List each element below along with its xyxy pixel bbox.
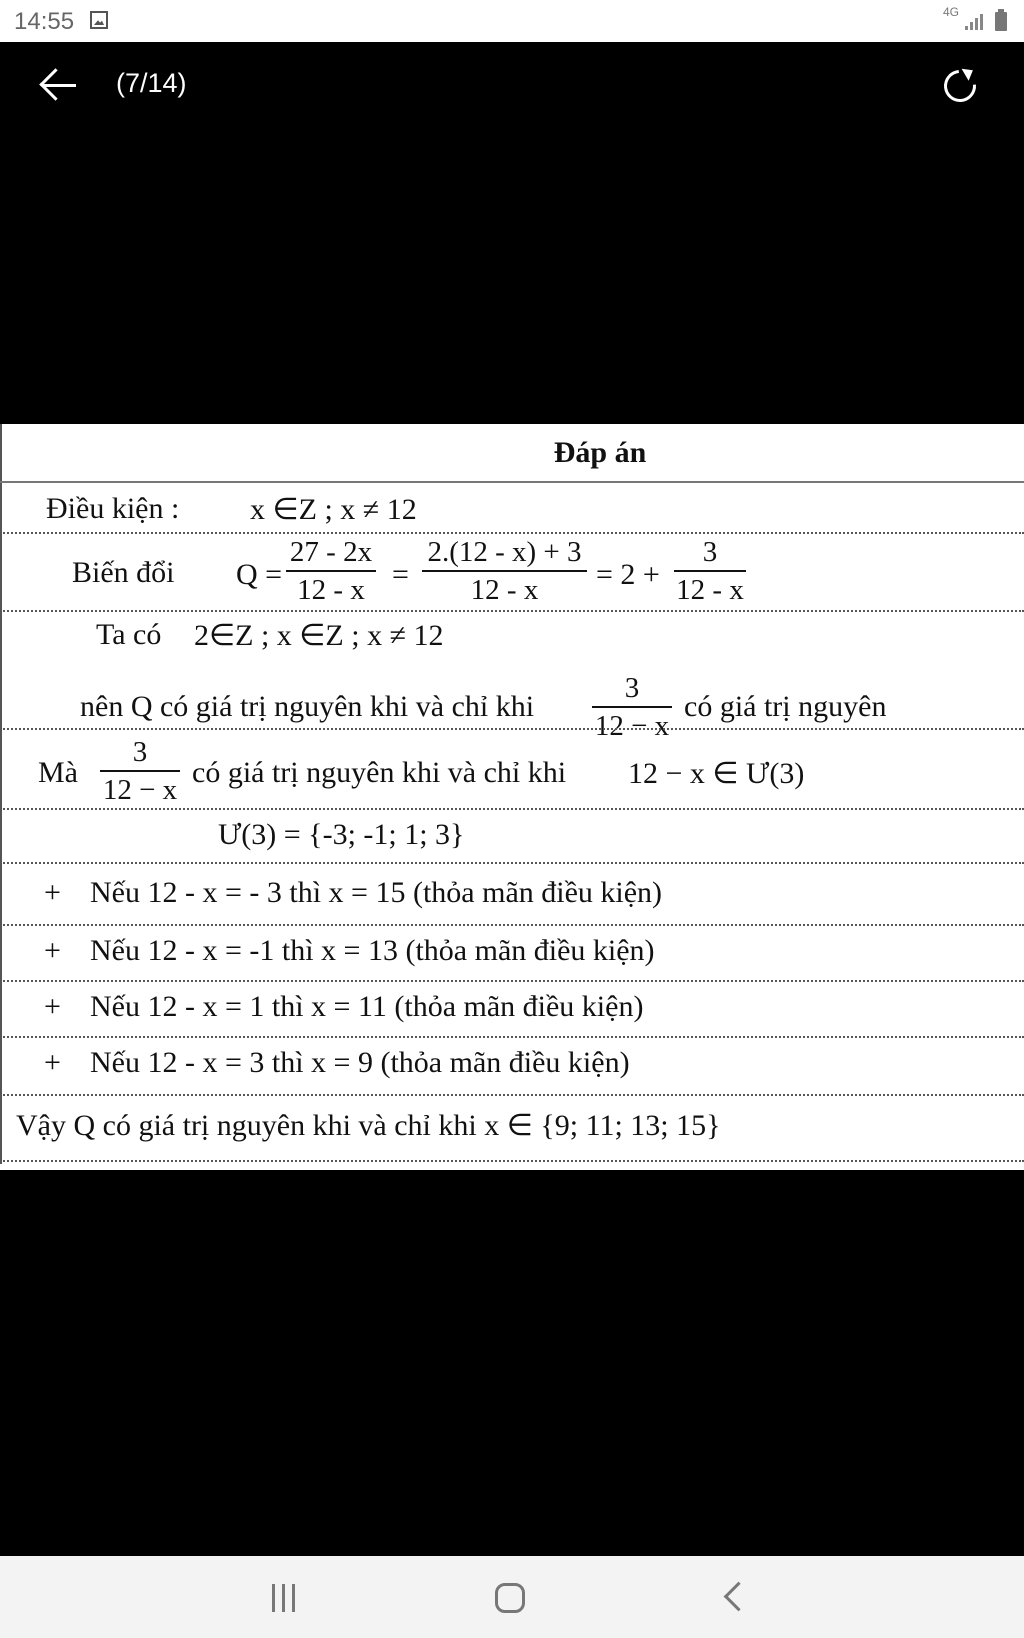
status-bar bbox=[0, 0, 1024, 42]
fraction-3: 3 12 - x bbox=[674, 534, 746, 608]
ma-text: có giá trị nguyên khi và chỉ khi bbox=[192, 756, 567, 789]
q-equals: Q = bbox=[236, 558, 283, 591]
viewer-toolbar bbox=[0, 42, 1024, 132]
ta-co-label: Ta có bbox=[96, 618, 162, 651]
divider bbox=[0, 728, 1024, 730]
divider bbox=[0, 481, 1024, 483]
plus-sign: + bbox=[44, 876, 61, 909]
status-time: 14:55 bbox=[14, 8, 75, 35]
nen-text-after: có giá trị nguyên bbox=[684, 690, 887, 723]
plus-sign: + bbox=[44, 934, 61, 967]
nen-fraction: 3 12 − x bbox=[592, 670, 672, 744]
divider bbox=[0, 610, 1024, 612]
ma-fraction: 3 12 − x bbox=[100, 734, 180, 808]
nav-back-icon[interactable] bbox=[724, 1582, 754, 1612]
divider bbox=[0, 1094, 1024, 1096]
nen-text: nên Q có giá trị nguyên khi và chỉ khi bbox=[80, 690, 535, 723]
divider bbox=[0, 808, 1024, 810]
recent-apps-icon[interactable] bbox=[272, 1584, 300, 1612]
condition-expr: x ∈Z ; x ≠ 12 bbox=[250, 493, 417, 526]
gallery-icon bbox=[90, 11, 108, 29]
signal-icon bbox=[965, 14, 985, 30]
ma-label: Mà bbox=[38, 756, 78, 789]
divider bbox=[0, 862, 1024, 864]
divider bbox=[0, 1036, 1024, 1038]
case-text: Nếu 12 - x = - 3 thì x = 15 (thỏa mãn điều kiện) bbox=[90, 876, 663, 909]
divider bbox=[0, 980, 1024, 982]
equals-two-plus: = 2 + bbox=[596, 558, 660, 591]
table-left-border bbox=[0, 424, 2, 1164]
plus-sign: + bbox=[44, 990, 61, 1023]
image-counter: (7/14) bbox=[116, 68, 187, 98]
transform-label: Biến đổi bbox=[72, 556, 175, 589]
answer-title: Đáp án bbox=[553, 436, 647, 469]
rotate-icon[interactable] bbox=[940, 66, 978, 104]
case-text: Nếu 12 - x = 1 thì x = 11 (thỏa mãn điều kiện) bbox=[90, 990, 644, 1023]
system-nav-bar bbox=[0, 1556, 1024, 1638]
battery-icon bbox=[995, 12, 1007, 31]
divider bbox=[0, 924, 1024, 926]
home-icon[interactable] bbox=[495, 1583, 525, 1613]
conclusion-text: Vậy Q có giá trị nguyên khi và chỉ khi x ∈ {9; 11; 13; 15} bbox=[16, 1109, 721, 1142]
answer-document-image[interactable] bbox=[0, 424, 1024, 1170]
back-arrow-icon[interactable] bbox=[38, 64, 84, 106]
condition-label: Điều kiện : bbox=[46, 492, 180, 525]
ta-co-expr: 2∈Z ; x ∈Z ; x ≠ 12 bbox=[194, 619, 444, 652]
fraction-1: 27 - 2x 12 - x bbox=[286, 534, 376, 608]
case-text: Nếu 12 - x = 3 thì x = 9 (thỏa mãn điều kiện) bbox=[90, 1046, 630, 1079]
equals-sign: = bbox=[392, 558, 409, 591]
case-text: Nếu 12 - x = -1 thì x = 13 (thỏa mãn điều kiện) bbox=[90, 934, 655, 967]
fraction-2: 2.(12 - x) + 3 12 - x bbox=[422, 534, 587, 608]
network-type: 4G bbox=[943, 5, 960, 19]
ma-expr: 12 − x ∈ Ư(3) bbox=[628, 757, 805, 790]
divider bbox=[0, 1160, 1024, 1162]
plus-sign: + bbox=[44, 1046, 61, 1079]
divisors-expr: Ư(3) = {-3; -1; 1; 3} bbox=[218, 818, 465, 851]
